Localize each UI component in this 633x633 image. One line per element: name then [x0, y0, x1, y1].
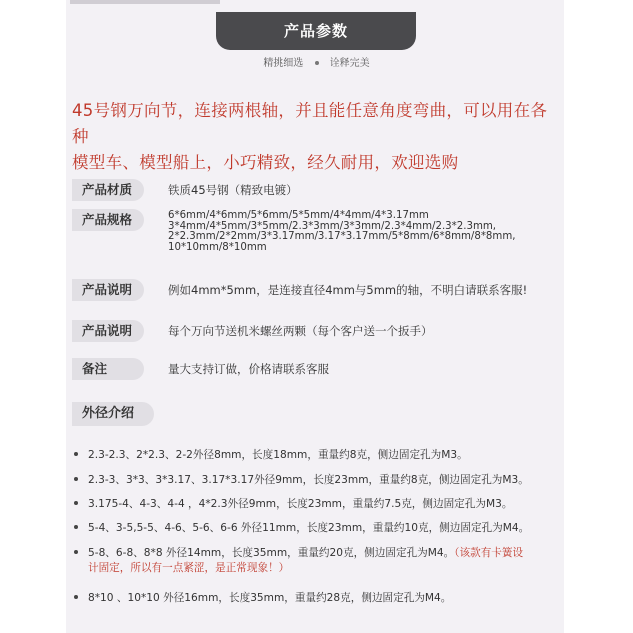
param-value: 每个万向节送机米螺丝两颗（每个客户送一个扳手）: [168, 324, 433, 338]
param-value: 铁质45号钢（精致电镀）: [168, 183, 298, 197]
tagline-1: 精挑细选: [263, 58, 304, 69]
param-label: 产品说明: [72, 279, 144, 301]
od-item-note: 计固定，所以有一点紧涩，是正常现象！）: [88, 562, 290, 574]
od-item-text: 3.175-4、4-3、4-4 ，4*2.3外径9mm，长度23mm，重量约7.5克，侧边固定孔为M3。: [88, 498, 513, 510]
spec-line: 6*6mm/4*6mm/5*6mm/5*5mm/4*4mm/4*3.17mm: [168, 210, 429, 221]
od-item: [76, 496, 512, 511]
top-divider: [70, 0, 220, 4]
od-item-text: 5-8、6-8、8*8 外径14mm，长度35mm，重量约20克，侧边固定孔为M4。: [88, 547, 455, 559]
product-page: [66, 0, 564, 633]
od-item: [76, 520, 529, 535]
od-item-text: 2.3-3、3*3、3*3.17、3.17*3.17外径9mm，长度23mm，重量约8克，侧边固定孔为M3。: [88, 474, 529, 486]
dot-separator: [315, 61, 319, 65]
param-value: 例如4mm*5mm，是连接直径4mm与5mm的轴，不明白请联系客服!: [168, 283, 528, 297]
tagline-2: 诠释完美: [329, 58, 370, 69]
spec-line: 2*2.3mm/2*2mm/3*3.17mm/3.17*3.17mm/5*8mm/6*8mm/8*8mm,: [168, 231, 516, 243]
tagline: [0, 54, 633, 69]
spec-line: 10*10mm/8*10mm: [168, 241, 267, 253]
outer-diameter-title: 外径介绍: [72, 402, 154, 426]
od-item-text: 8*10 、10*10 外径16mm，长度35mm，重量约28克，侧边固定孔为M4。: [88, 592, 452, 604]
headline-line-1: 45号钢万向节，连接两根轴，并且能任意角度弯曲，可以用在各种: [72, 101, 548, 146]
param-label: 产品材质: [72, 179, 144, 201]
od-item-text: 5-4、3-5,5-5、4-6、5-6、6-6 外径11mm，长度23mm，重量约10克，侧边固定孔为M4。: [88, 522, 530, 534]
od-item-note-cont: [88, 560, 289, 575]
param-value: 量大支持订做，价格请联系客服: [168, 362, 329, 376]
od-item: [76, 472, 529, 487]
spec-lines: [168, 211, 516, 253]
param-label: 产品规格: [72, 209, 144, 231]
od-item-text: 2.3-2.3、2*2.3、2-2外径8mm，长度18mm，重量约8克，侧边固定孔为M3。: [88, 449, 468, 461]
param-label: 产品说明: [72, 320, 144, 342]
headline-line-2: 模型车、模型船上，小巧精致，经久耐用，欢迎选购: [72, 153, 459, 172]
od-item-note: （该款有卡簧设: [454, 547, 524, 559]
od-item: [76, 447, 468, 462]
od-item: [76, 590, 451, 605]
headline: [72, 98, 560, 176]
od-item: [76, 545, 523, 560]
spec-line: 3*4mm/4*5mm/3*5mm/2.3*3mm/3*3mm/2.3*4mm/2.3*2.3mm,: [168, 220, 497, 232]
banner-title: 产品参数: [216, 12, 416, 50]
param-label: 备注: [72, 358, 144, 380]
